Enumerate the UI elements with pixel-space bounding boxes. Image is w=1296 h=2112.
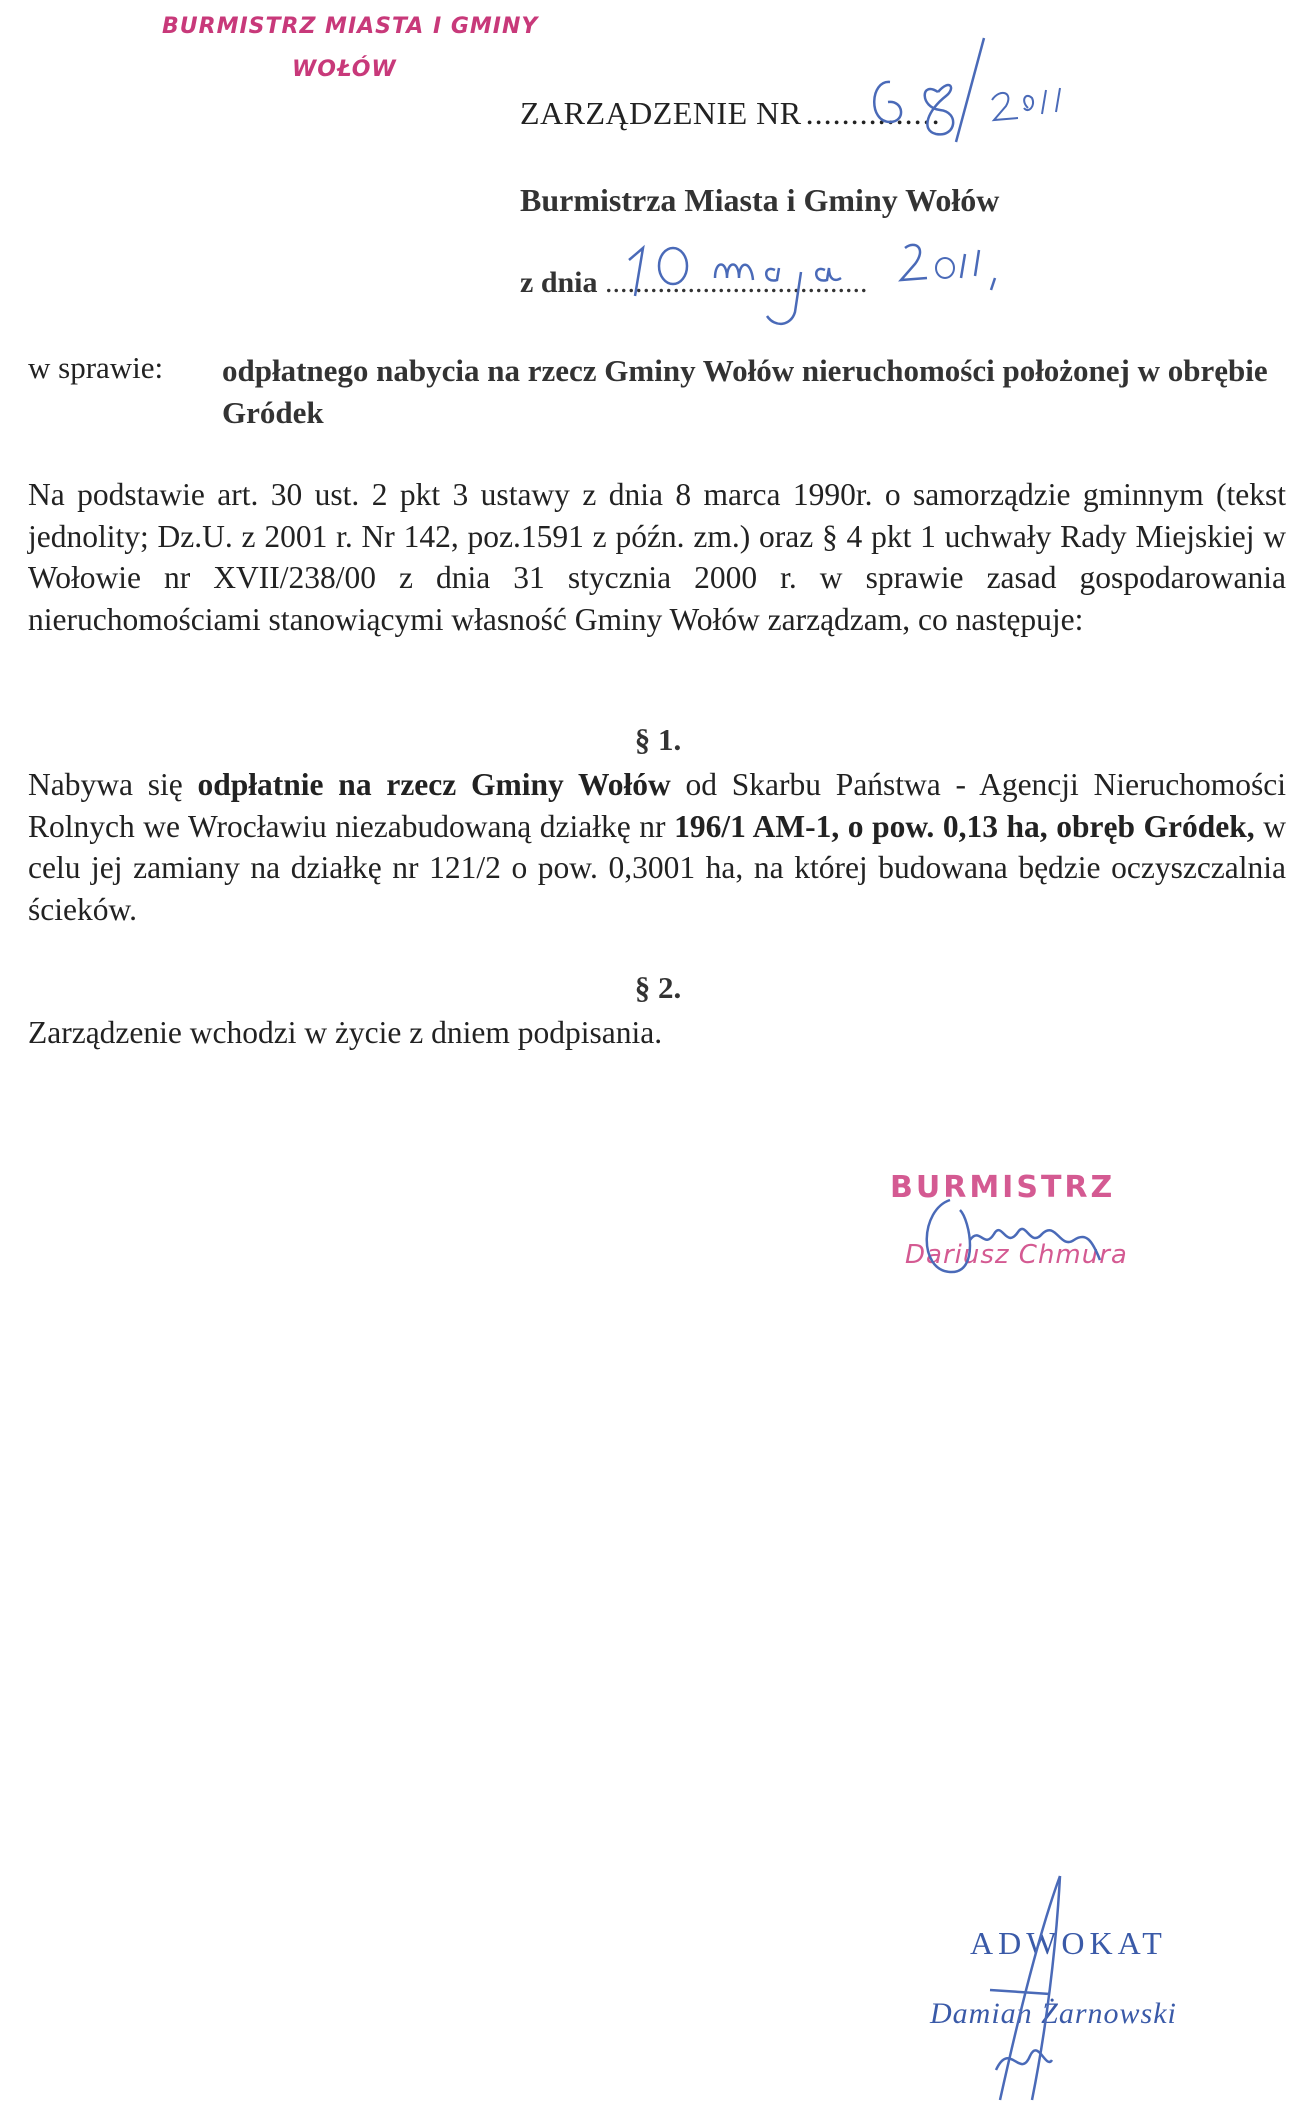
burmistrz-stamp-name: Dariusz Chmura — [905, 1240, 1128, 1270]
date-dots: ................................... — [605, 266, 868, 299]
date-prefix: z dnia — [520, 266, 598, 299]
office-stamp — [162, 14, 538, 82]
office-stamp-line2: WOŁÓW — [292, 57, 397, 82]
section-2-paragraph: Zarządzenie wchodzi w życie z dniem podpisania. — [28, 1015, 663, 1050]
section-1-heading: § 1. — [634, 722, 682, 757]
burmistrz-stamp-title: BURMISTRZ — [890, 1170, 1116, 1205]
handwritten-date — [615, 220, 1035, 340]
burmistrz-signature — [910, 1180, 1170, 1300]
section-1-text-1: Nabywa się — [28, 767, 198, 802]
section-1-text-2: od Skarbu Państwa - Agencji Nieruchomości Rolnych we Wrocławiu niezabudowaną działkę nr — [28, 767, 1287, 844]
document-subtitle: Burmistrza Miasta i Gminy Wołów — [520, 182, 1000, 218]
office-stamp-line1: BURMISTRZ MIASTA I GMINY — [162, 14, 539, 39]
section-2-heading: § 2. — [634, 970, 682, 1005]
section-1-bold-1: odpłatnie na rzecz Gminy Wołów — [197, 767, 671, 802]
section-1-text-3: w celu jej zamiany na działkę nr 121/2 o pow. 0,3001 ha, na której budowana będzie oczyszczalnia ścieków. — [28, 808, 1287, 927]
adwokat-signature — [960, 1870, 1120, 2110]
preamble-paragraph: Na podstawie art. 30 ust. 2 pkt 3 ustawy z dnia 8 marca 1990r. o samorządzie gminnym (tekst jednolity; Dz.U. z 2001 r. Nr 142, poz.1591 z późn. zm.) oraz § 4 pkt 1 uchwały Rady Miejskiej w Wołowie nr XVII/238/00 z dnia 31 stycznia 2000 r. w sprawie zasad gospodarowania nieruchomościami stanowiącymi własność Gminy Wołów zarządzam, co następuje: — [28, 477, 1286, 637]
subject-label: w sprawie: — [28, 350, 164, 385]
title-prefix: ZARZĄDZENIE NR — [520, 95, 802, 131]
subject-text: odpłatnego nabycia na rzecz Gminy Wołów nieruchomości położonej w obrębie Gródek — [222, 353, 1268, 430]
section-1-paragraph — [28, 764, 1286, 930]
handwritten-number — [860, 30, 1100, 150]
title-dots: ............... — [805, 95, 941, 131]
adwokat-stamp-name: Damian Żarnowski — [930, 1997, 1177, 2030]
section-1-bold-2: 196/1 AM-1, o pow. 0,13 ha, obręb Gródek, — [674, 808, 1255, 844]
adwokat-stamp-title: ADWOKAT — [970, 1925, 1167, 1961]
